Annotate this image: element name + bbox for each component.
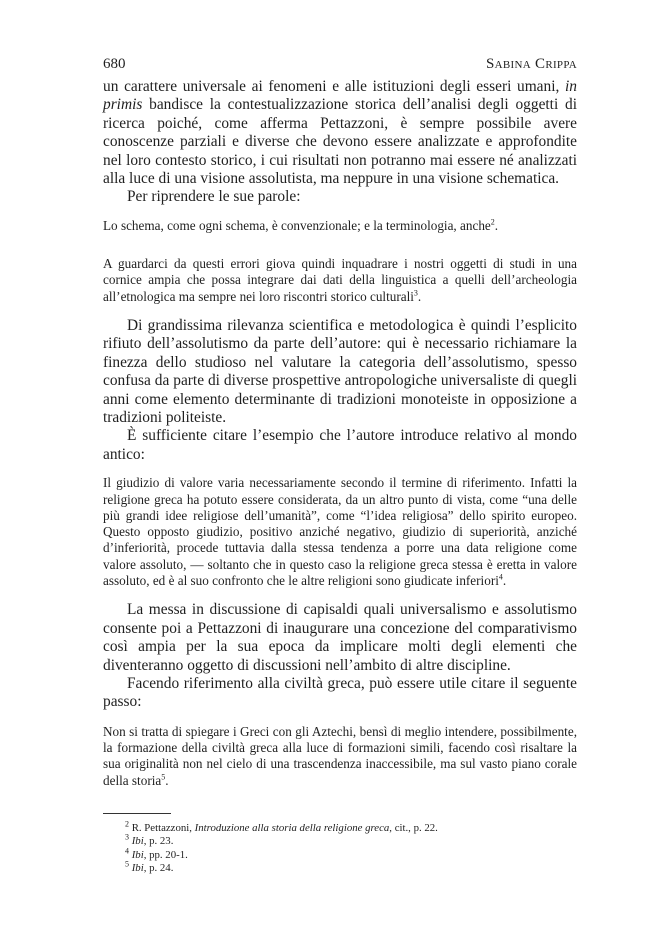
paragraph-3: Di grandissima rilevanza scientifica e metodologica è quindi l’esplicito rifiuto dell’assolutismo da parte dell’autore: qui è necessario richiamare la finezza dello studioso nel valutare la categoria dell’assolutismo, spesso confusa da parte di diverse prospettive antropologiche universaliste di quegli anni come elemento determinante di tradizioni monoteiste in opposizione a tradizioni politeiste. — [103, 317, 577, 427]
block-quote-3-text: Il giudizio di valore varia necessariamente secondo il termine di riferimento. Infatti la religione greca ha potuto essere considerata, da un altro punto di vista, come “una delle più grandi idee religiose dell’umanità”, come “l’idea religiosa” dello spirito europeo. Questo opposto giudizio, positivo anziché negativo, giudizio di superiorità, anziché d’inferiorità, procede tuttavia dalla stessa tendenza a porre una data religione come valore assoluto, — soltanto che in questo caso la religione greca stessa è eretta in valore assoluto, ed è al suo confronto che le altre religioni sono giudicate inferiori — [103, 475, 577, 589]
footnote-number: 3 — [125, 832, 129, 842]
footnote — [125, 846, 577, 862]
block-quote-4-text: Non si tratta di spiegare i Greci con gli Aztechi, bensì di meglio intendere, possibilmente, la formazione della civiltà greca alla luce di formazioni simili, facendo così risaltare la sua originalità non nel cielo di una trascendenza inaccessibile, ma sul vasto piano corale della storia — [103, 723, 577, 788]
footnote-title: Ibi — [131, 835, 144, 848]
footnote — [125, 859, 577, 875]
paragraph-1 — [103, 78, 577, 188]
footnote-number: 2 — [125, 819, 129, 829]
footnote-text: , pp. 20-1. — [143, 848, 188, 861]
footnotes — [103, 819, 577, 876]
block-quote-2: A guardarci da questi errori giova quindi inquadrare i nostri oggetti di studi in una cornice ampia che possa integrare dai dati della linguistica a quelli dell’archeologia all’etnologica ma sempre nei loro riscontri storico culturali$^3$. — [103, 256, 577, 304]
block-quote-4: Non si tratta di spiegare i Greci con gli Aztechi, bensì di meglio intendere, possibilmente, la formazione della civiltà greca alla luce di formazioni simili, facendo così risaltare la sua originalità non nel cielo di una trascendenza inaccessibile, ma sul vasto piano corale della storia$^5$. — [103, 723, 577, 788]
footnote-ref-2[interactable]: 2 — [490, 217, 495, 227]
footnote — [125, 832, 577, 848]
paragraph-4: È sufficiente citare l’esempio che l’autore introduce relativo al mondo antico: — [103, 427, 577, 463]
page-number: 680 — [103, 56, 126, 72]
paragraph-5: La messa in discussione di capisaldi quali universalismo e assolutismo consente poi a Pettazzoni di inaugurare una concezione del comparativismo così ampia per la sua epoca da implicare molti degli elementi che diventeranno oggetto di discussioni nell’ambito di altre discipline. — [103, 601, 577, 674]
paragraph-1-text-b: bandisce la contestualizzazione storica dell’analisi degli oggetti di ricerca poiché, come afferma Pettazzoni, è sempre possibile avere conoscenze parziali e diverse che devono essere analizzate e approfondite nel loro contesto storico, i cui risultati non potranno mai essere né analizzati alla luce di una visione assolutista, ma neppure in una visione schematica. — [103, 96, 577, 188]
paragraph-1-text-a: un carattere universale ai fenomeni e alle istituzioni degli esseri umani, — [103, 78, 566, 95]
footnote-title: Ibi — [131, 848, 144, 861]
block-quote-3: Il giudizio di valore varia necessariamente secondo il termine di riferimento. Infatti la religione greca ha potuto essere considerata, da un altro punto di vista, come “una delle più grandi idee religiose dell’umanità”, come “l’idea religiosa” dello spirito europeo. Questo opposto giudizio, positivo anziché negativo, giudizio di superiorità, anziché d’inferiorità, procede tuttavia dalla stessa tendenza a porre una data religione come valore assoluto, — soltanto che in questo caso la religione greca stessa è eretta in valore assoluto, ed è al suo confronto che le altre religioni sono giudicate inferiori$^4$. — [103, 475, 577, 589]
footnote-title: Ibi — [131, 862, 144, 875]
block-quote-2-text: A guardarci da questi errori giova quindi inquadrare i nostri oggetti di studi in una cornice ampia che possa integrare dai dati della linguistica a quelli dell’archeologia all’etnologica ma sempre nei loro riscontri storico culturali — [103, 256, 577, 304]
footnote-divider — [103, 813, 171, 814]
paragraph-2: Per riprendere le sue parole: — [127, 188, 301, 206]
running-header — [103, 56, 577, 78]
footnote-text: , cit., p. 22. — [389, 821, 438, 834]
block-quote-1: Lo schema, come ogni schema, è convenzionale; e la terminologia, anche$^2$. — [103, 217, 499, 233]
footnote — [125, 819, 577, 835]
footnote-number: 4 — [125, 846, 129, 856]
block-quote-1-text: Lo schema, come ogni schema, è convenzionale; e la terminologia, anche — [103, 217, 491, 233]
footnote-number: 5 — [125, 859, 129, 869]
footnote-text: , p. 23. — [143, 835, 174, 848]
footnote-ref-3[interactable]: 3 — [413, 288, 418, 298]
footnote-title: Introduzione alla storia della religione greca — [194, 821, 390, 834]
page — [103, 56, 577, 876]
footnote-text: R. Pettazzoni, — [131, 821, 195, 834]
footnote-ref-5[interactable]: 5 — [161, 772, 166, 782]
running-head-author: Sabina Crippa — [486, 56, 577, 72]
footnote-ref-4[interactable]: 4 — [498, 572, 503, 582]
paragraph-1-emphasis: in primis — [103, 78, 577, 114]
footnote-text: , p. 24. — [143, 862, 174, 875]
paragraph-6: Facendo riferimento alla civiltà greca, può essere utile citare il seguente passo: — [103, 674, 577, 711]
